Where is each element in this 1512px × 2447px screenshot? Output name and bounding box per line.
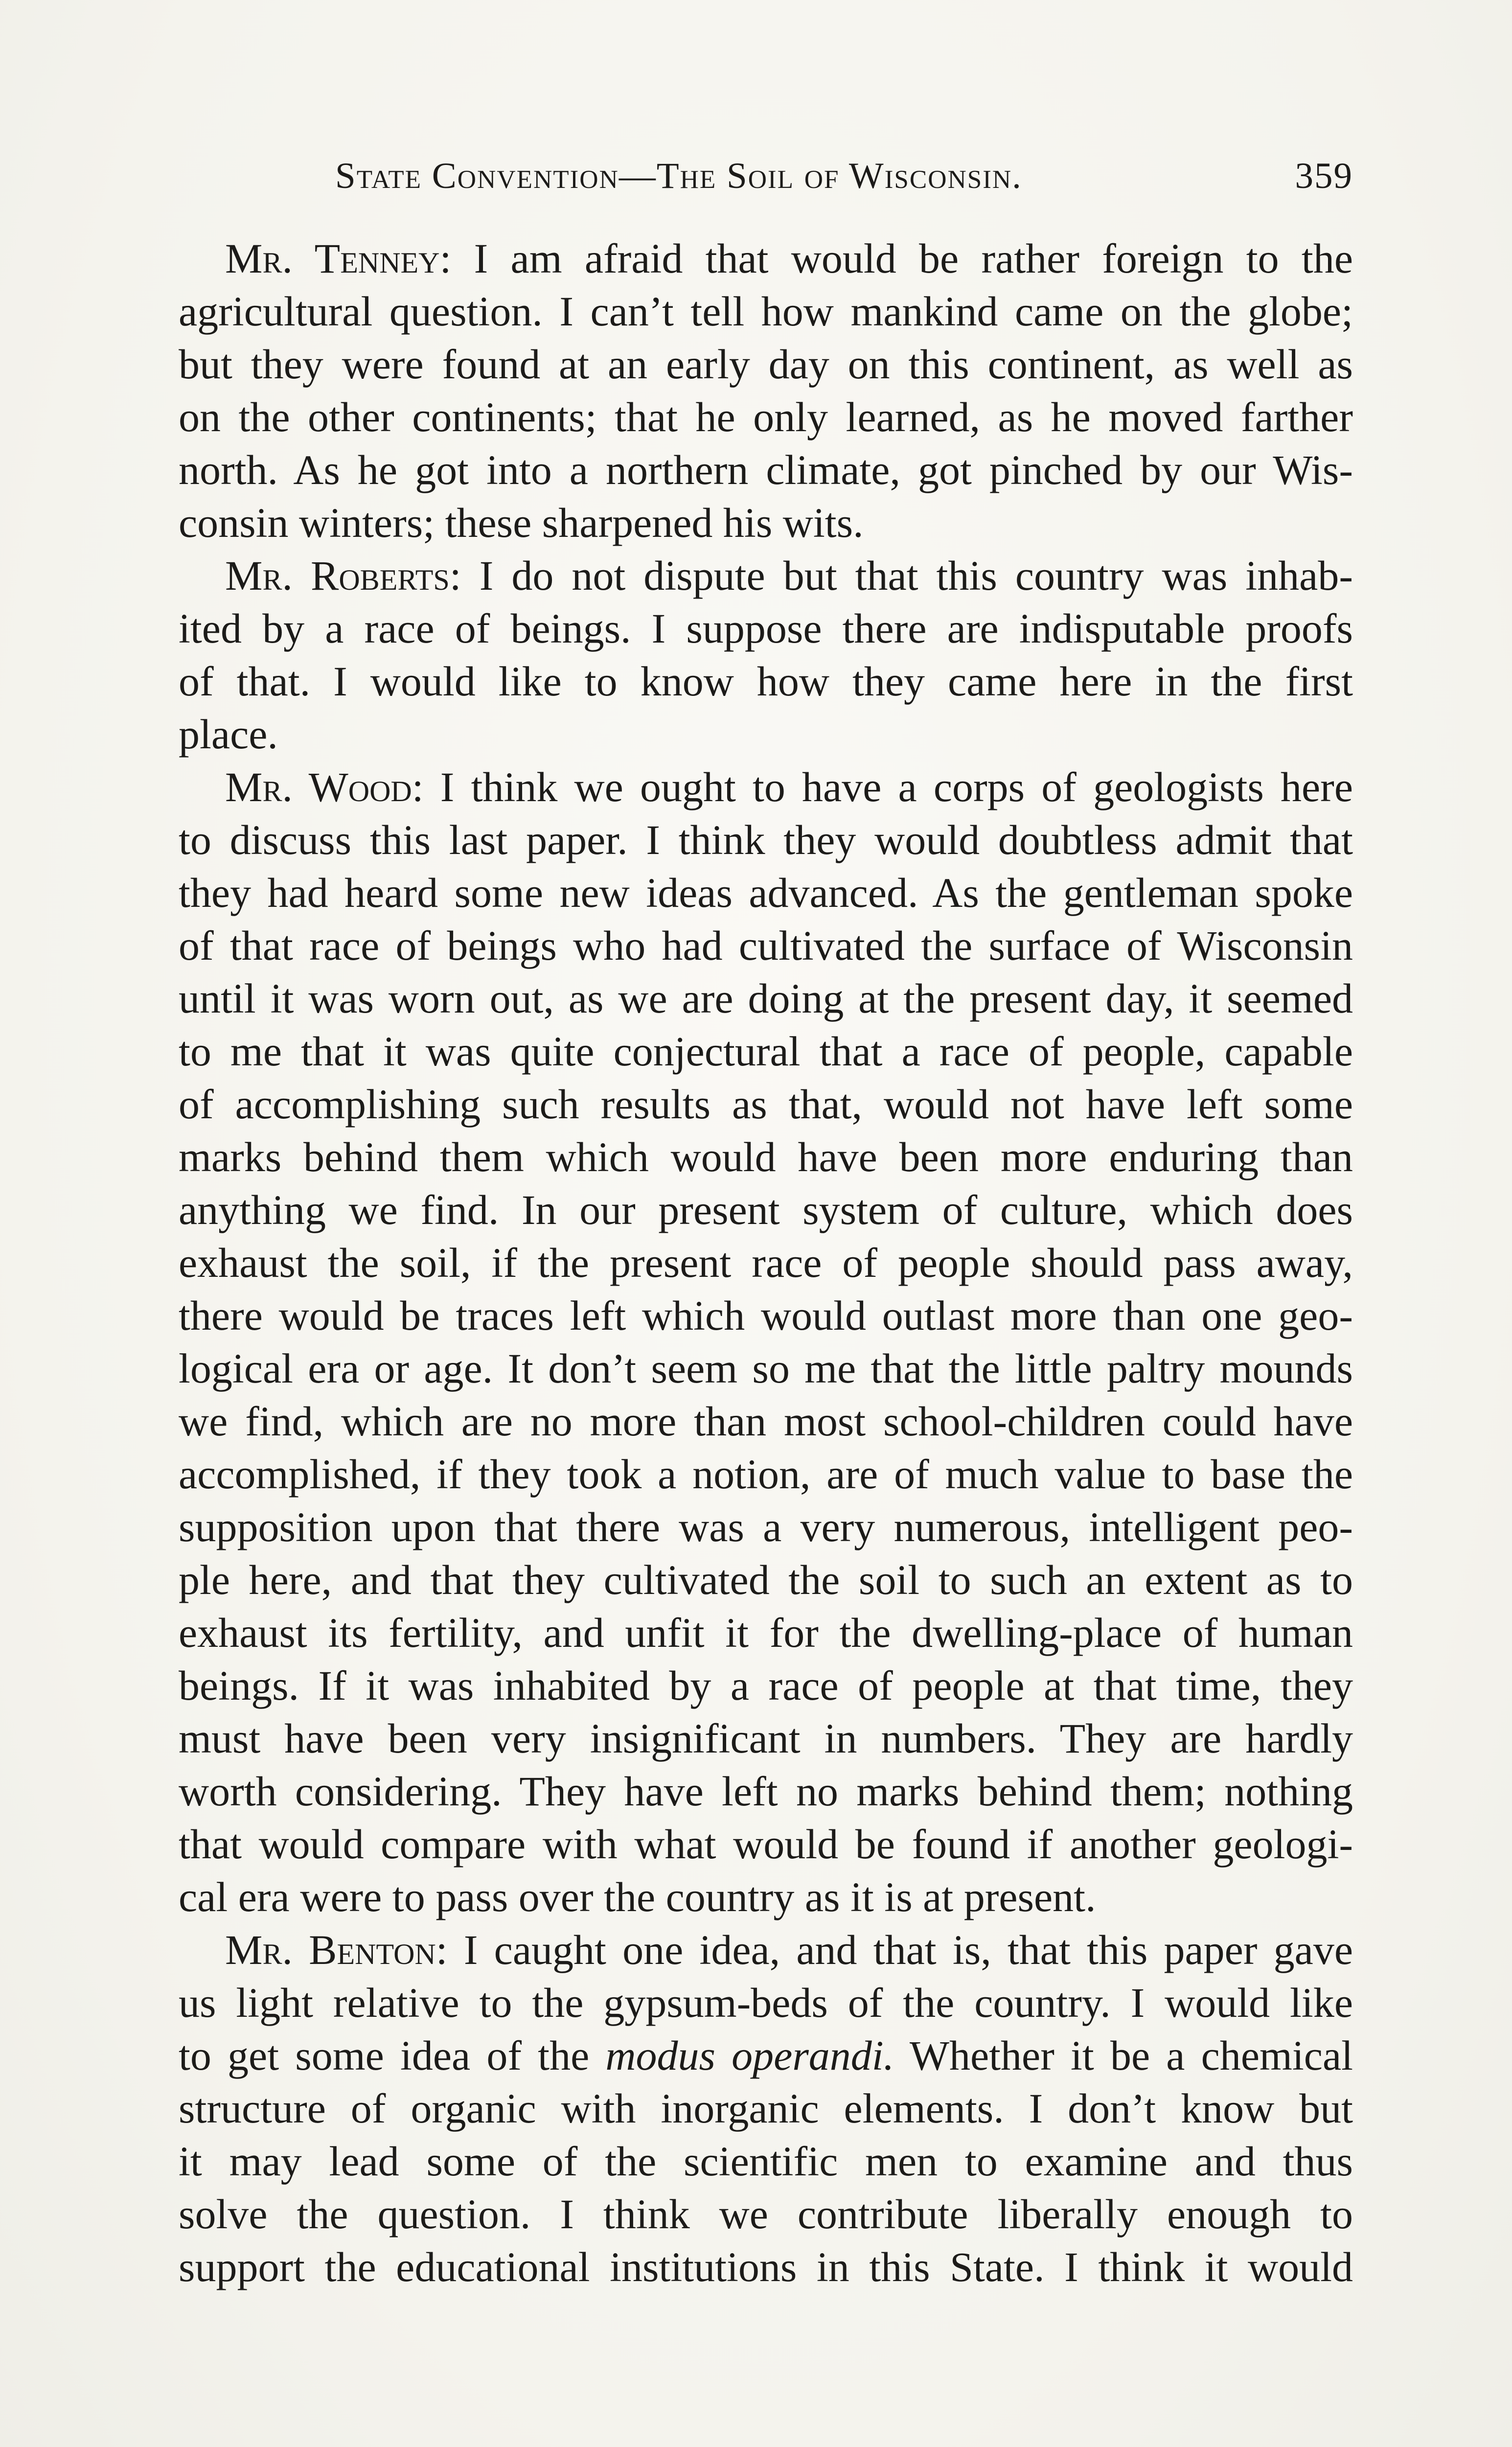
text-line: we find, which are no more than most school-children could have (179, 1398, 1353, 1445)
text-line: us light relative to the gypsum-beds of the country. I would like (179, 1979, 1353, 2026)
text-line: it may lead some of the scientific men to examine and thus (179, 2138, 1353, 2185)
speaker-name: Mr. Benton: (225, 1926, 448, 1973)
text-line: until it was worn out, as we are doing at the present day, it seemed (179, 975, 1353, 1022)
speaker-name: Mr. Tenney: (225, 235, 452, 282)
text-line: to get some idea of the modus operandi. Whether it be a chemical (179, 2032, 1353, 2079)
paragraph-wood (179, 761, 1353, 1923)
speaker-name: Mr. Wood: (225, 763, 424, 810)
text-line: must have been very insignificant in numbers. They are hardly (179, 1715, 1353, 1762)
text-line: solve the question. I think we contribute liberally enough to (179, 2191, 1353, 2238)
text-line: exhaust its fertility, and unfit it for the dwelling-place of human (179, 1609, 1353, 1656)
text-line: Mr. Benton: I caught one idea, and that is, that this paper gave (225, 1926, 1353, 1973)
text-line: logical era or age. It don’t seem so me that the little paltry mounds (179, 1345, 1353, 1392)
text-line: of accomplishing such results as that, would not have left some (179, 1081, 1353, 1128)
text-line: exhaust the soil, if the present race of people should pass away, (179, 1239, 1353, 1286)
text-line: of that race of beings who had cultivated the surface of Wisconsin (179, 922, 1353, 969)
text-line: structure of organic with inorganic elements. I don’t know but (179, 2085, 1353, 2132)
text-line: agricultural question. I can’t tell how mankind came on the globe; (179, 288, 1353, 335)
text-line: marks behind them which would have been more enduring than (179, 1133, 1353, 1180)
text-line: that would compare with what would be found if another geologi- (179, 1821, 1353, 1868)
speaker-name: Mr. Roberts: (225, 552, 461, 599)
text-line: on the other continents; that he only learned, as he moved farther (179, 393, 1353, 440)
text-line: cal era were to pass over the country as it is at present. (179, 1873, 1096, 1920)
text-line: support the educational institutions in this State. I think it would (179, 2243, 1353, 2290)
text-line: consin winters; these sharpened his wits. (179, 499, 864, 546)
text-line: ited by a race of beings. I suppose there are indisputable proofs (179, 605, 1353, 652)
text-line: to discuss this last paper. I think they would doubtless admit that (179, 816, 1353, 863)
text-line: they had heard some new ideas advanced. As the gentleman spoke (179, 869, 1353, 916)
text-line: beings. If it was inhabited by a race of people at that time, they (179, 1662, 1353, 1709)
text-line: there would be traces left which would outlast more than one geo- (179, 1292, 1353, 1339)
page-number: 359 (1295, 156, 1353, 196)
paragraph-benton (179, 1923, 1353, 2293)
paragraph-roberts (179, 549, 1353, 761)
text-line: anything we find. In our present system of culture, which does (179, 1186, 1353, 1233)
text-line: north. As he got into a northern climate, got pinched by our Wis- (179, 446, 1353, 493)
paragraph-tenney (179, 232, 1353, 549)
text-line: supposition upon that there was a very numerous, intelligent peo- (179, 1503, 1353, 1550)
running-header (179, 147, 1353, 206)
text-line: to me that it was quite conjectural that a race of people, capable (179, 1028, 1353, 1075)
text-line: ple here, and that they cultivated the soil to such an extent as to (179, 1556, 1353, 1603)
text-line: but they were found at an early day on this continent, as well as (179, 341, 1353, 388)
text-line: worth considering. They have left no marks behind them; nothing (179, 1768, 1353, 1815)
running-title: State Convention—The Soil of Wisconsin. (335, 156, 1022, 196)
text-line: place. (179, 711, 278, 758)
text-line: Mr. Roberts: I do not dispute but that this country was inhab- (225, 552, 1353, 599)
text-line: Mr. Tenney: I am afraid that would be rather foreign to the (225, 235, 1353, 282)
body-text (179, 232, 1353, 2293)
text-line: Mr. Wood: I think we ought to have a corps of geologists here (225, 763, 1353, 810)
latin-phrase: modus operandi. (605, 2032, 894, 2079)
text-line: accomplished, if they took a notion, are of much value to base the (179, 1451, 1353, 1498)
text-line: of that. I would like to know how they came here in the first (179, 658, 1353, 705)
